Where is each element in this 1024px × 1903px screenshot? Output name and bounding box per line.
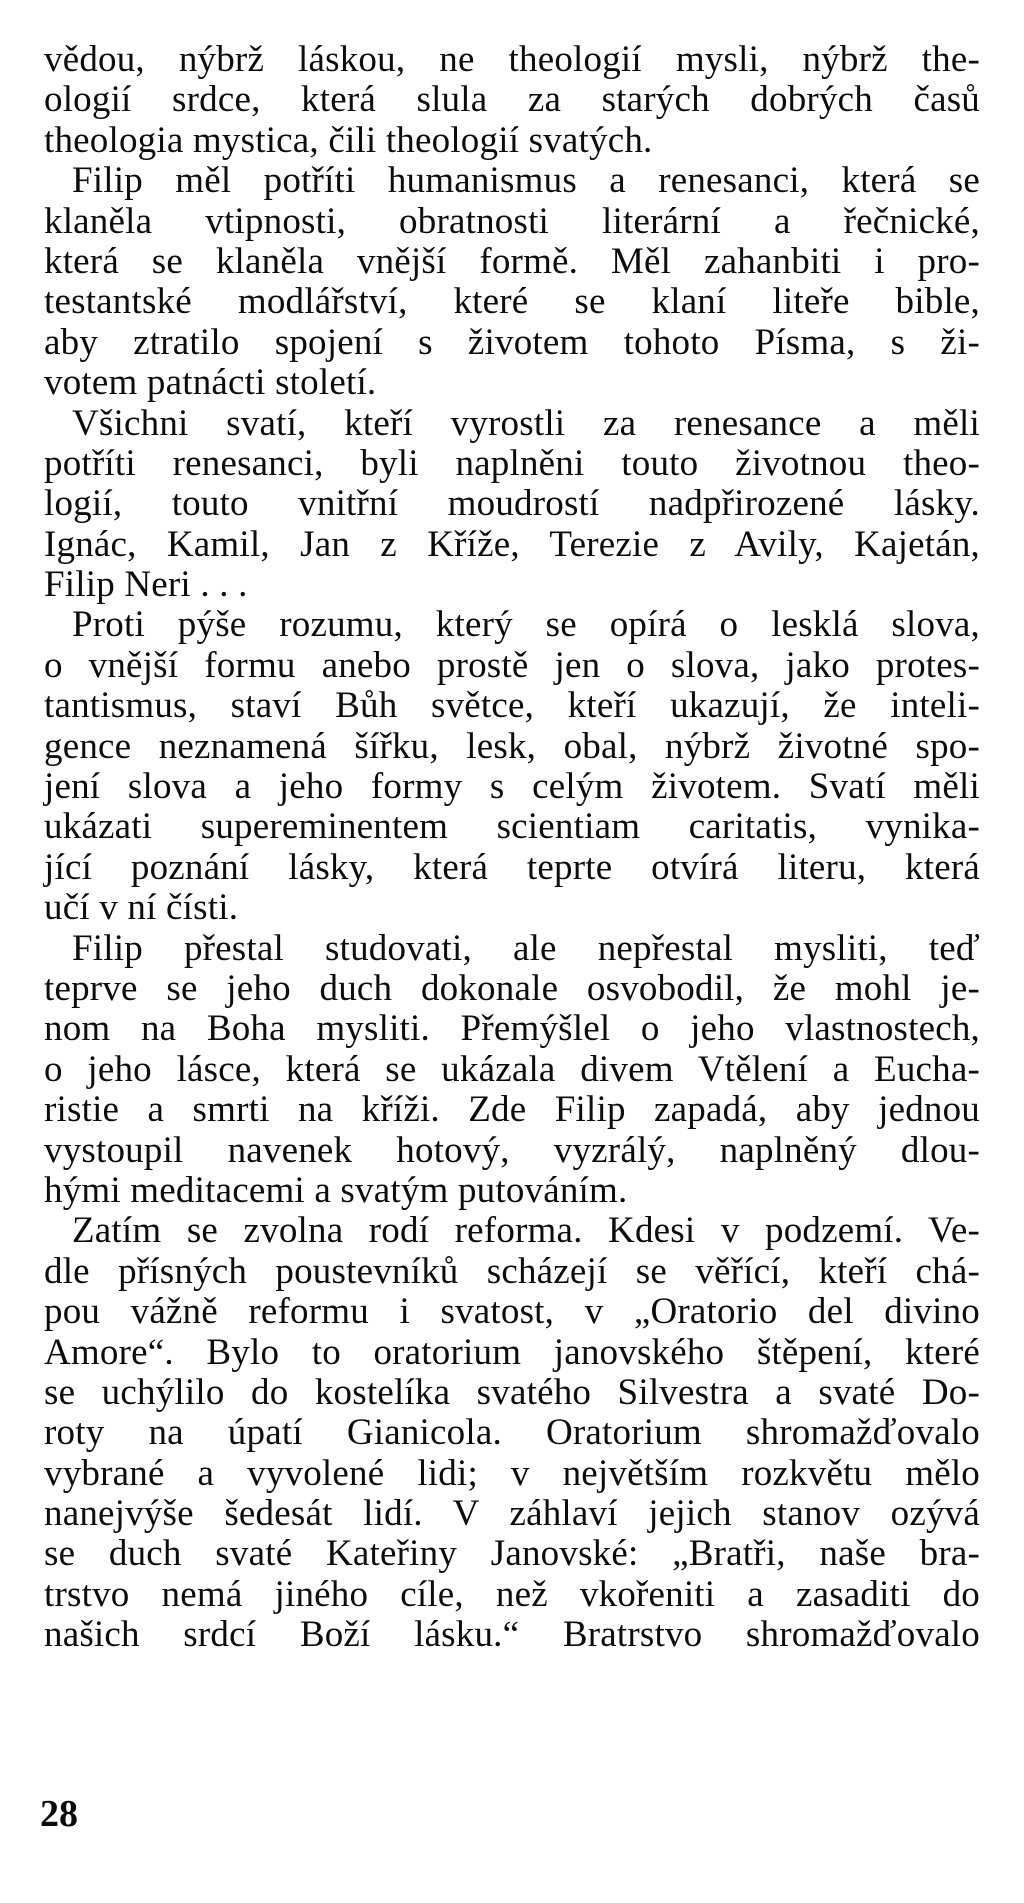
- text-line: učí v ní čísti.: [44, 887, 239, 929]
- text-line: potříti renesanci, byli naplněni touto životnou theo-: [44, 442, 980, 484]
- text-line: Filip přestal studovati, ale nepřestal mysliti, teď: [72, 927, 980, 969]
- text-line: klaněla vtipnosti, obratnosti literární a řečnické,: [44, 200, 980, 242]
- text-line: o vnější formu anebo prostě jen o slova, jako protes-: [44, 644, 980, 686]
- text-line: teprve se jeho duch dokonale osvobodil, že mohl je-: [44, 967, 980, 1009]
- text-line: nanejvýše šedesát lidí. V záhlaví jejich stanov ozývá: [44, 1493, 980, 1535]
- text-line: Ignác, Kamil, Jan z Kříže, Terezie z Avily, Kajetán,: [44, 523, 980, 565]
- text-line: vědou, nýbrž láskou, ne theologií mysli, nýbrž the-: [44, 39, 980, 80]
- text-line: jící poznání lásky, která teprte otvírá literu, která: [44, 846, 980, 888]
- text-line: nom na Boha mysliti. Přemýšlel o jeho vlastnostech,: [44, 1008, 980, 1050]
- text-line: hými meditacemi a svatým putováním.: [44, 1169, 628, 1211]
- text-line: Filip měl potříti humanismus a renesanci, která se: [72, 160, 980, 202]
- text-line: o jeho lásce, která se ukázala divem Vtělení a Eucha-: [44, 1048, 980, 1090]
- text-line: theologia mystica, čili theologií svatých.: [44, 119, 653, 161]
- text-line: se uchýlilo do kostelíka svatého Silvestra a svaté Do-: [44, 1371, 980, 1413]
- text-line: ologií srdce, která slula za starých dobrých časů: [44, 79, 980, 121]
- text-line: votem patnácti století.: [44, 362, 377, 404]
- text-line: našich srdcí Boží lásku.“ Bratrstvo shromažďovalo: [44, 1614, 980, 1656]
- text-line: dle přísných poustevníků scházejí se věřící, kteří chá-: [44, 1250, 980, 1292]
- text-line: aby ztratilo spojení s životem tohoto Písma, s ži-: [44, 321, 980, 363]
- text-line: vybrané a vyvolené lidi; v největším rozkvětu mělo: [44, 1452, 980, 1494]
- text-line: Proti pýše rozumu, který se opírá o lesklá slova,: [72, 604, 980, 646]
- text-line: pou vážně reformu i svatost, v „Oratorio del divino: [44, 1291, 980, 1333]
- body-text: [44, 40, 980, 1656]
- page-number: 28: [40, 1793, 78, 1835]
- text-line: trstvo nemá jiného cíle, než vkořeniti a zasaditi do: [44, 1573, 980, 1615]
- text-line: která se klaněla vnější formě. Měl zahanbiti i pro-: [44, 240, 980, 282]
- text-line: tantismus, staví Bůh světce, kteří ukazují, že inteli-: [44, 685, 980, 727]
- text-line: vystoupil navenek hotový, vyzrálý, naplněný dlou-: [44, 1129, 980, 1171]
- text-line: logií, touto vnitřní moudrostí nadpřirozené lásky.: [44, 483, 980, 525]
- text-line: jení slova a jeho formy s celým životem. Svatí měli: [44, 766, 980, 808]
- text-line: ristie a smrti na kříži. Zde Filip zapadá, aby jednou: [44, 1089, 980, 1131]
- text-line: Zatím se zvolna rodí reforma. Kdesi v podzemí. Ve-: [72, 1210, 980, 1252]
- text-line: Filip Neri . . .: [44, 564, 248, 606]
- text-line: Všichni svatí, kteří vyrostli za renesance a měli: [72, 402, 980, 444]
- text-line: ukázati supereminentem scientiam caritatis, vynika-: [44, 806, 980, 848]
- text-line: roty na úpatí Gianicola. Oratorium shromažďovalo: [44, 1412, 980, 1454]
- text-line: se duch svaté Kateřiny Janovské: „Bratři, naše bra-: [44, 1533, 980, 1575]
- text-line: gence neznamená šířku, lesk, obal, nýbrž životné spo-: [44, 725, 980, 767]
- text-line: testantské modlářství, které se klaní liteře bible,: [44, 281, 980, 323]
- text-line: Amore“. Bylo to oratorium janovského štěpení, které: [44, 1331, 980, 1373]
